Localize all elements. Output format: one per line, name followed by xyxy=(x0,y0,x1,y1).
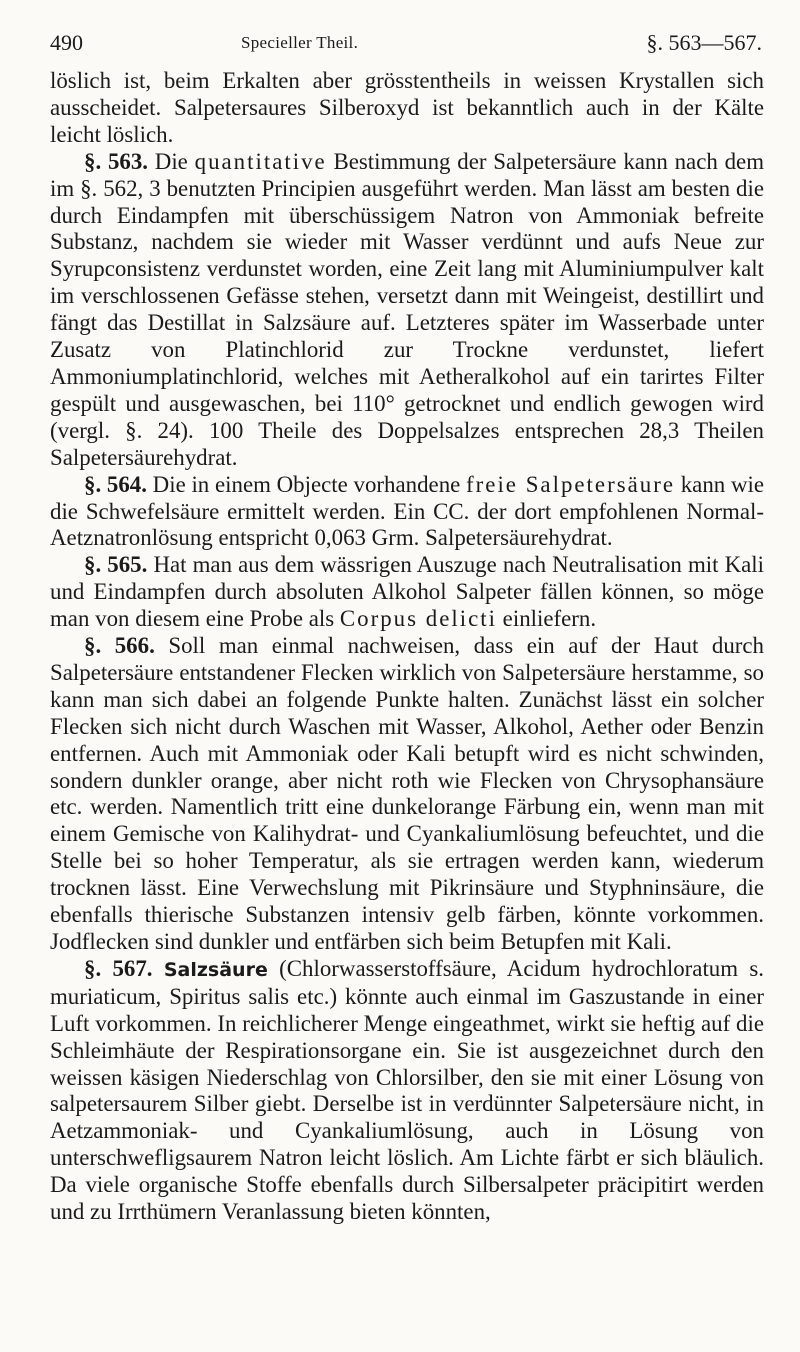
section-number: §. 567. xyxy=(84,955,153,981)
emphasis-term: freie Salpetersäure xyxy=(466,471,675,497)
paragraph-lead: Hat man aus dem wässrigen Auszuge nach Neutralisation mit Kali und Eindampfen durch absoluten Alkohol Salpeter fällen können, so möge man von diesem eine Probe als xyxy=(50,552,764,632)
emphasis-term: Corpus delicti xyxy=(339,606,497,632)
page-header xyxy=(50,26,762,60)
paragraph-text: Bestimmung der Salpetersäure kann nach dem im §. 562, 3 benutzten Principien ausgeführt werden. Man lässt am besten die durch Eindampfen mit überschüssigem Natron von Ammoniak befreite Substanz, nachdem sie wieder mit Wasser verdünnt und aufs Neue zur Syrupconsistenz verdunstet worden, eine Zeit lang mit Aluminiumpulver kalt im verschlossenen Gefässe stehen, versetzt dann mit Weingeist, destillirt und fängt das Destillat in Salzsäure auf. Letzteres später im Wasserbade unter Zusatz von Platinchlorid zur Trockne verdunstet, liefert Ammoniumplatinchlorid, welches mit Aetheralkohol auf ein tarirtes Filter gespült und ausgewaschen, bei 110° getrocknet und endlich gewogen wird (vergl. §. 24). 100 Theile des Doppelsalzes entsprechen 28,3 Theilen Salpetersäurehydrat. xyxy=(50,148,764,470)
paragraph-lead xyxy=(153,956,164,981)
paragraph-lead: Die in einem Objecte vorhandene xyxy=(146,471,467,497)
section-number: §. 566. xyxy=(84,633,155,659)
paragraph-text: kann wie die Schwefelsäure ermittelt werden. Ein CC. der dort empfohlenen Normal-Aetznatronlösung entspricht 0,063 Grm. Salpetersäurehydrat. xyxy=(50,471,764,551)
paragraph-567 xyxy=(50,956,764,1226)
paragraph-text: einliefern. xyxy=(496,606,597,632)
emphasis-term: quantitative xyxy=(194,148,327,174)
paragraph-566 xyxy=(50,633,764,956)
paragraph-565 xyxy=(50,552,764,633)
paragraph-lead: Die xyxy=(148,148,195,174)
paragraph-continued xyxy=(50,68,764,149)
paragraph-text: (Chlorwasserstoffsäure, Acidum hydrochloratum s. muriaticum, Spiritus salis etc.) könnte auch einmal im Gaszustande in einer Luft vorkommen. In reichlicherer Menge eingeathmet, wirkt sie heftig auf die Schleimhäute der Respirationsorgane ein. Sie ist ausgezeichnet durch den weissen käsigen Niederschlag von Chlorsilber, den sie mit einer Lösung von salpetersaurem Silber giebt. Derselbe ist in verdünnter Salpetersäure nicht, in Aetzammoniak- und Cyankaliumlösung, auch in Lösung von unterschwefligsaurem Natron leicht löslich. Am Lichte färbt er sich bläulich. Da viele organische Stoffe ebenfalls durch Silbersalpeter präcipitirt werden und zu Irrthümern Veranlassung bieten könnten, xyxy=(50,955,764,1225)
section-number: §. 565. xyxy=(84,552,148,578)
section-number: §. 564. xyxy=(84,471,147,497)
paragraph-564 xyxy=(50,472,764,553)
section-range: §. 563—567. xyxy=(646,30,762,55)
emphasis-term: Salzsäure xyxy=(163,958,268,981)
page-number: 490 xyxy=(50,30,83,55)
running-head: Specieller Theil. xyxy=(241,33,359,52)
section-number: §. 563. xyxy=(84,148,149,174)
paragraph-text: löslich ist, beim Erkalten aber grösstentheils in weissen Krystallen sich ausscheidet. Salpetersaures Silberoxyd ist bekanntlich auch in der Kälte leicht löslich. xyxy=(50,68,764,147)
paragraph-text: Soll man einmal nachweisen, dass ein auf der Haut durch Salpetersäure entstandener Flecken wirklich von Salpetersäure herstamme, so kann man sich dabei an folgende Punkte halten. Zunächst lässt ein solcher Flecken sich nicht durch Waschen mit Wasser, Alkohol, Aether oder Benzin entfernen. Auch mit Ammoniak oder Kali betupft wird es nicht schwinden, sondern dunkler orange, aber nicht roth wie Flecken von Chrysophansäure etc. werden. Namentlich tritt eine dunkelorange Färbung ein, wenn man mit einem Gemische von Kalihydrat- und Cyankaliumlösung befeuchtet, und die Stelle bei so hoher Temperatur, als sie ertragen werden kann, wiederum trocknen lässt. Eine Verwechslung mit Pikrinsäure und Styphninsäure, die ebenfalls thierische Substanzen intensiv gelb färben, könnte vorkommen. Jodflecken sind dunkler und entfärben sich beim Betupfen mit Kali. xyxy=(50,633,764,954)
page-body xyxy=(50,68,764,1226)
paragraph-563 xyxy=(50,149,764,472)
